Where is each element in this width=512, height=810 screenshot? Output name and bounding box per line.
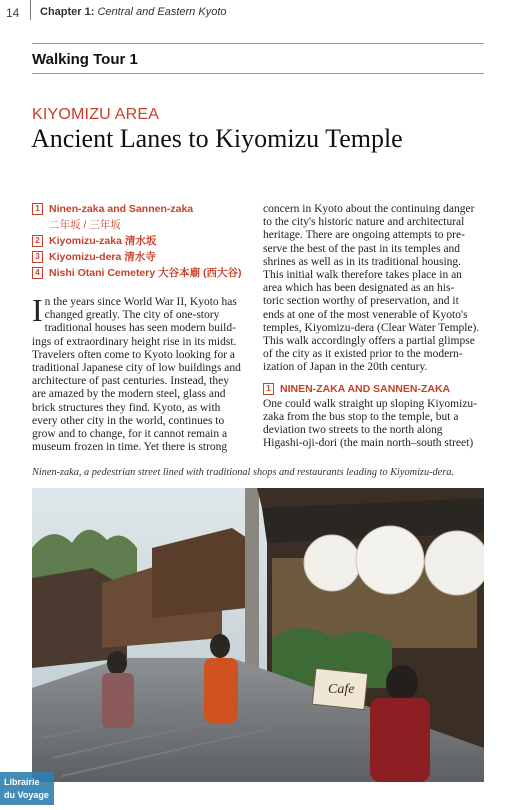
body-line: heritage. There are ongoing attempts to pre- — [263, 229, 465, 242]
body-line: temples, Kiyomizu-dera (Clear Water Temple). — [263, 321, 480, 334]
right-column — [263, 203, 488, 450]
body-line: area which has been designated as an his- — [263, 282, 455, 295]
stop-number: 1 — [32, 203, 43, 215]
body-line: concern in Kyoto about the continuing danger — [263, 203, 475, 215]
page-number: 14 — [6, 6, 20, 20]
drop-cap: I — [32, 292, 43, 328]
stop-number: 2 — [32, 235, 43, 247]
body-line: ization of Japan in the 20th century. — [263, 361, 428, 374]
body-line: traditional houses has seen modern build- — [44, 322, 236, 335]
subsection-heading — [263, 383, 488, 395]
chapter-title: Central and Eastern Kyoto — [97, 6, 227, 18]
body-line: museum frozen in time. Yet there is strong — [32, 441, 228, 454]
stop-text — [49, 201, 193, 233]
stops-list — [32, 201, 254, 281]
stop-name: Kiyomizu-dera — [49, 251, 122, 263]
stop-name-jp: 大谷本廟 (西大谷) — [158, 267, 242, 279]
watermark-line1: Librairie — [4, 777, 40, 787]
body-line: changed greatly. The city of one-story — [44, 309, 220, 322]
header-divider — [30, 0, 31, 20]
body-line: shrines as well as in its traditional housing. — [263, 255, 462, 268]
body-line: of the city as it existed prior to the modern- — [263, 348, 463, 361]
body-line: architecture of past centuries. Instead, they — [32, 375, 230, 388]
stop-number: 3 — [32, 251, 43, 263]
stop-item — [32, 249, 254, 265]
body-line: toric section worthy of preservation, and it — [263, 295, 459, 308]
body-line: Higashi-oji-dori (the main north–south street) — [263, 437, 474, 450]
stop-text — [49, 233, 156, 249]
stop-name: Ninen-zaka and Sannen-zaka — [49, 203, 194, 215]
stop-name-jp: 二年坂 / 三年坂 — [49, 219, 121, 231]
subsection-number: 1 — [263, 383, 274, 395]
photo-caption: Ninen-zaka, a pedestrian street lined with traditional shops and restaurants leading to Kiyomizu-dera. — [32, 467, 454, 478]
stop-item — [32, 201, 254, 233]
body-line: serve the best of the past in its temples and — [263, 242, 461, 255]
body-line: ends at one of the most venerable of Kyoto's — [263, 308, 468, 321]
stop-text — [49, 265, 242, 281]
body-line: are amazed by the modern steel, glass and — [32, 388, 226, 401]
chapter-label: Chapter 1: — [40, 6, 95, 18]
stop-item — [32, 233, 254, 249]
subsection-title: NINEN-ZAKA AND SANNEN-ZAKA — [280, 382, 451, 395]
cafe-sign-text: Cafe — [328, 682, 355, 697]
body-line: deviation two streets to the north along — [263, 424, 443, 437]
body-line: brick structures they find. Kyoto, as with — [32, 401, 221, 414]
body-line: every other city in the world, continues to — [32, 414, 225, 427]
stop-number: 4 — [32, 267, 43, 279]
stop-name: Nishi Otani Cemetery — [49, 267, 156, 279]
body-line: ings of extraordinary height rise in its midst. — [32, 335, 237, 348]
chapter-header — [40, 6, 227, 18]
left-column — [32, 292, 257, 454]
section-rule — [32, 73, 484, 74]
watermark-logo-graphic — [0, 772, 54, 805]
body-line: This initial walk therefore takes place in an — [263, 269, 462, 282]
body-line: traditional Japanese city of low buildings and — [32, 362, 241, 375]
watermark-logo — [0, 772, 54, 805]
section-label: Walking Tour 1 — [32, 51, 138, 68]
top-rule — [32, 43, 484, 44]
body-line: One could walk straight up sloping Kiyomizu- — [263, 397, 477, 410]
page-title: Ancient Lanes to Kiyomizu Temple — [31, 124, 403, 153]
street-photo — [32, 488, 484, 782]
body-line: to the city's historic nature and architectural — [263, 216, 465, 229]
stop-name: Kiyomizu-zaka — [49, 235, 122, 247]
stop-name-jp: 清水寺 — [124, 251, 156, 263]
stop-name-jp: 清水坂 — [124, 235, 157, 247]
body-line: This walk accordingly offers a partial glimpse — [263, 335, 475, 348]
kicker: KIYOMIZU AREA — [32, 106, 160, 123]
body-line: Travelers often come to Kyoto looking for a — [32, 348, 236, 361]
body-line: zaka from the bus stop to the temple, but a — [263, 410, 459, 423]
street-photo-illustration — [32, 488, 484, 782]
body-line: grow and to change, for it cannot remain a — [32, 428, 228, 441]
stop-text — [49, 249, 156, 265]
body-line: n the years since World War II, Kyoto has — [44, 296, 237, 308]
stop-item — [32, 265, 254, 281]
watermark-line2: du Voyage — [4, 790, 49, 800]
